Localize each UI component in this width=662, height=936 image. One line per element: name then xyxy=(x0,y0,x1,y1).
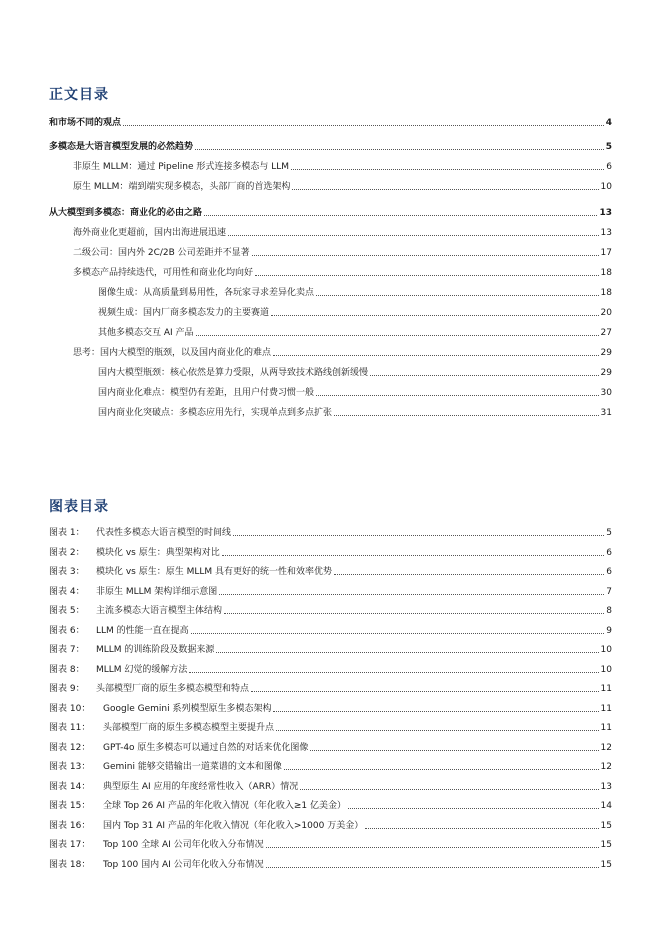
toc-entry-page: 27 xyxy=(600,328,612,338)
leader-dots xyxy=(219,594,604,595)
toc-entry-page: 31 xyxy=(600,408,612,418)
figure-entry-page: 12 xyxy=(600,742,612,753)
figure-entry[interactable] xyxy=(49,681,612,695)
toc-entry-label: 视频生成：国内厂商多模态发力的主要赛道 xyxy=(98,308,270,318)
toc-entry-page: 6 xyxy=(606,162,612,172)
leader-dots xyxy=(300,789,598,790)
leader-dots xyxy=(271,315,599,316)
figure-entry-page: 14 xyxy=(600,801,612,811)
figure-entry[interactable] xyxy=(49,662,612,676)
leader-dots xyxy=(196,335,599,336)
figure-entry-number: 图表 4： xyxy=(49,586,85,597)
figure-entry[interactable] xyxy=(49,818,612,832)
figure-entry-label: Top 100 国内 AI 公司年化收入分布情况 xyxy=(103,859,264,870)
toc-entry-label: 原生 MLLM：端到端实现多模态，头部厂商的首选架构 xyxy=(73,182,291,192)
figure-entry[interactable] xyxy=(49,564,612,578)
toc-entry-label: 图像生成：从高质量到易用性，各玩家寻求差异化卖点 xyxy=(98,288,315,298)
figure-entry-label: Top 100 全球 AI 公司年化收入分布情况 xyxy=(103,840,264,850)
figure-entry-label: 国内 Top 31 AI 产品的年化收入情况（年化收入>1000 万美金） xyxy=(103,820,364,831)
toc-entry-label: 思考：国内大模型的瓶颈，以及国内商业化的难点 xyxy=(73,348,272,358)
figure-entry-number: 图表 5： xyxy=(49,606,85,616)
toc-entry-page: 30 xyxy=(600,388,612,398)
leader-dots xyxy=(273,711,598,712)
toc-entry[interactable] xyxy=(98,365,612,379)
figure-entry-number: 图表 7： xyxy=(49,645,85,655)
leader-dots xyxy=(191,633,605,634)
figure-entry-number: 图表 16： xyxy=(49,820,91,831)
toc-entry-page: 20 xyxy=(600,308,612,318)
figure-entry-number: 图表 1： xyxy=(49,528,85,538)
leader-dots xyxy=(252,255,599,256)
figure-entry-page: 5 xyxy=(606,528,612,538)
toc-entry-label: 海外商业化更超前，国内出海进展迅速 xyxy=(73,228,227,238)
figure-entry-page: 15 xyxy=(600,859,612,870)
figure-entry-label: 典型原生 AI 应用的年度经常性收入（ARR）情况 xyxy=(103,781,299,792)
figure-entry[interactable] xyxy=(49,623,612,637)
toc-entry[interactable] xyxy=(98,305,612,319)
toc-entry-label: 其他多模态交互 AI 产品 xyxy=(98,328,194,338)
toc-entry-page: 13 xyxy=(599,208,612,218)
toc-entry[interactable] xyxy=(49,115,612,129)
figure-entry-label: MLLM 的训练阶段及数据来源 xyxy=(96,645,215,655)
leader-dots xyxy=(310,750,598,751)
figure-entry-page: 8 xyxy=(606,606,612,616)
figure-entry-label: LLM 的性能一直在提高 xyxy=(96,625,189,636)
figure-entry[interactable] xyxy=(49,740,612,754)
leader-dots xyxy=(334,415,599,416)
figure-entry-number: 图表 6： xyxy=(49,625,85,636)
figure-entry-number: 图表 15： xyxy=(49,801,91,811)
toc-title: 正文目录 xyxy=(49,87,109,103)
leader-dots xyxy=(365,828,598,829)
figure-entry-number: 图表 9： xyxy=(49,684,85,694)
toc-entry-label: 国内商业化突破点：多模态应用先行，实现单点到多点扩张 xyxy=(98,408,333,418)
leader-dots xyxy=(291,169,604,170)
figure-entry-number: 图表 13： xyxy=(49,762,91,772)
toc-entry[interactable] xyxy=(49,205,612,219)
toc-entry[interactable] xyxy=(73,179,612,193)
figure-entry[interactable] xyxy=(49,798,612,812)
toc-entry[interactable] xyxy=(98,325,612,339)
figure-entry-page: 10 xyxy=(600,664,612,675)
toc-entry[interactable] xyxy=(98,405,612,419)
leader-dots xyxy=(228,235,599,236)
figure-entry-number: 图表 8： xyxy=(49,664,85,675)
toc-entry-page: 18 xyxy=(600,268,612,278)
figure-entry-label: 主流多模态大语言模型主体结构 xyxy=(96,606,223,616)
leader-dots xyxy=(273,355,599,356)
toc-entry-label: 多模态产品持续迭代，可用性和商业化均向好 xyxy=(73,268,254,278)
leader-dots xyxy=(195,149,604,150)
figure-entry[interactable] xyxy=(49,603,612,617)
toc-entry-page: 29 xyxy=(600,368,612,378)
figure-entry-number: 图表 14： xyxy=(49,781,91,792)
figure-entry-number: 图表 2： xyxy=(49,547,85,558)
figure-entry-label: 模块化 vs 原生：原生 MLLM 具有更好的统一性和效率优势 xyxy=(96,567,333,577)
leader-dots xyxy=(216,652,598,653)
figure-entry-label: 头部模型厂商的原生多模态模型和特点 xyxy=(96,684,250,694)
figure-entry[interactable] xyxy=(49,701,612,715)
figure-entry-page: 12 xyxy=(600,762,612,772)
toc-entry-page: 4 xyxy=(605,118,612,128)
figure-entry[interactable] xyxy=(49,720,612,734)
figure-entry[interactable] xyxy=(49,545,612,559)
leader-dots xyxy=(334,574,604,575)
toc-entry-label: 非原生 MLLM：通过 Pipeline 形式连接多模态与 LLM xyxy=(73,162,290,172)
figure-entry-number: 图表 3： xyxy=(49,567,85,577)
figure-entry-page: 11 xyxy=(600,723,612,733)
leader-dots xyxy=(292,189,598,190)
toc-entry[interactable] xyxy=(73,265,612,279)
figure-entry[interactable] xyxy=(49,525,612,539)
toc-entry[interactable] xyxy=(73,245,612,259)
figure-entry-number: 图表 10： xyxy=(49,703,91,714)
toc-entry-label: 多模态是大语言模型发展的必然趋势 xyxy=(49,142,194,152)
leader-dots xyxy=(189,672,598,673)
toc-entry[interactable] xyxy=(73,345,612,359)
leader-dots xyxy=(255,275,599,276)
figure-entry-page: 7 xyxy=(606,586,612,597)
figure-entry[interactable] xyxy=(49,857,612,871)
toc-entry[interactable] xyxy=(73,225,612,239)
leader-dots xyxy=(348,808,599,809)
figure-entry-page: 6 xyxy=(606,567,612,577)
leader-dots xyxy=(224,613,604,614)
figure-entry-page: 10 xyxy=(600,645,612,655)
figure-entry[interactable] xyxy=(49,779,612,793)
figure-entry-page: 15 xyxy=(600,820,612,831)
toc-entry-page: 29 xyxy=(600,348,612,358)
figure-entry-page: 11 xyxy=(600,684,612,694)
figure-entry-label: 全球 Top 26 AI 产品的年化收入情况（年化收入≥1 亿美金） xyxy=(103,801,347,811)
figure-entry-page: 11 xyxy=(600,703,612,714)
figure-entry-number: 图表 18： xyxy=(49,859,91,870)
toc-entry-page: 13 xyxy=(600,228,612,238)
figure-entry-page: 6 xyxy=(606,547,612,558)
leader-dots xyxy=(204,215,597,216)
figure-entry-label: Google Gemini 系列模型原生多模态架构 xyxy=(103,703,272,714)
leader-dots xyxy=(316,295,599,296)
toc-entry-page: 17 xyxy=(600,248,612,258)
figure-entry-number: 图表 17： xyxy=(49,840,91,850)
leader-dots xyxy=(222,555,605,556)
toc-entry-label: 从大模型到多模态：商业化的必由之路 xyxy=(49,208,203,218)
leader-dots xyxy=(266,847,599,848)
figure-entry[interactable] xyxy=(49,584,612,598)
toc-entry[interactable] xyxy=(73,159,612,173)
toc-entry-page: 10 xyxy=(600,182,612,192)
leader-dots xyxy=(276,730,599,731)
leader-dots xyxy=(266,867,599,868)
toc-entry[interactable] xyxy=(98,285,612,299)
leader-dots xyxy=(123,125,604,126)
toc-entry-label: 二级公司：国内外 2C/2B 公司差距并不显著 xyxy=(73,248,250,258)
figure-entry-label: GPT-4o 原生多模态可以通过自然的对话来优化图像 xyxy=(103,742,309,753)
figure-entry-page: 13 xyxy=(600,781,612,792)
figure-entry[interactable] xyxy=(49,642,612,656)
leader-dots xyxy=(370,375,599,376)
toc-entry-label: 和市场不同的观点 xyxy=(49,118,122,128)
figure-entry-label: MLLM 幻觉的缓解方法 xyxy=(96,664,188,675)
figure-entry-number: 图表 11： xyxy=(49,723,91,733)
toc-entry-page: 5 xyxy=(605,142,612,152)
figures-title: 图表目录 xyxy=(49,499,109,515)
toc-entry-label: 国内商业化难点：模型仍有差距，且用户付费习惯一般 xyxy=(98,388,315,398)
figure-entry[interactable] xyxy=(49,837,612,851)
figure-entry-label: 头部模型厂商的原生多模态模型主要提升点 xyxy=(103,723,275,733)
figure-entry-number: 图表 12： xyxy=(49,742,91,753)
figure-entry[interactable] xyxy=(49,759,612,773)
leader-dots xyxy=(233,535,604,536)
figure-entry-label: 模块化 vs 原生：典型架构对比 xyxy=(96,547,220,558)
toc-entry-page: 18 xyxy=(600,288,612,298)
toc-entry[interactable] xyxy=(49,139,612,153)
toc-entry[interactable] xyxy=(98,385,612,399)
figure-entry-page: 9 xyxy=(606,625,612,636)
figure-entry-label: 非原生 MLLM 架构详细示意图 xyxy=(96,586,218,597)
figure-entry-page: 15 xyxy=(600,840,612,850)
figure-entry-label: Gemini 能够交错输出一道菜谱的文本和图像 xyxy=(103,762,282,772)
toc-entry-label: 国内大模型瓶颈：核心依然是算力受限，从两导致技术路线创新缓慢 xyxy=(98,368,369,378)
figure-entry-label: 代表性多模态大语言模型的时间线 xyxy=(96,528,232,538)
leader-dots xyxy=(251,691,599,692)
leader-dots xyxy=(316,395,599,396)
leader-dots xyxy=(284,769,599,770)
